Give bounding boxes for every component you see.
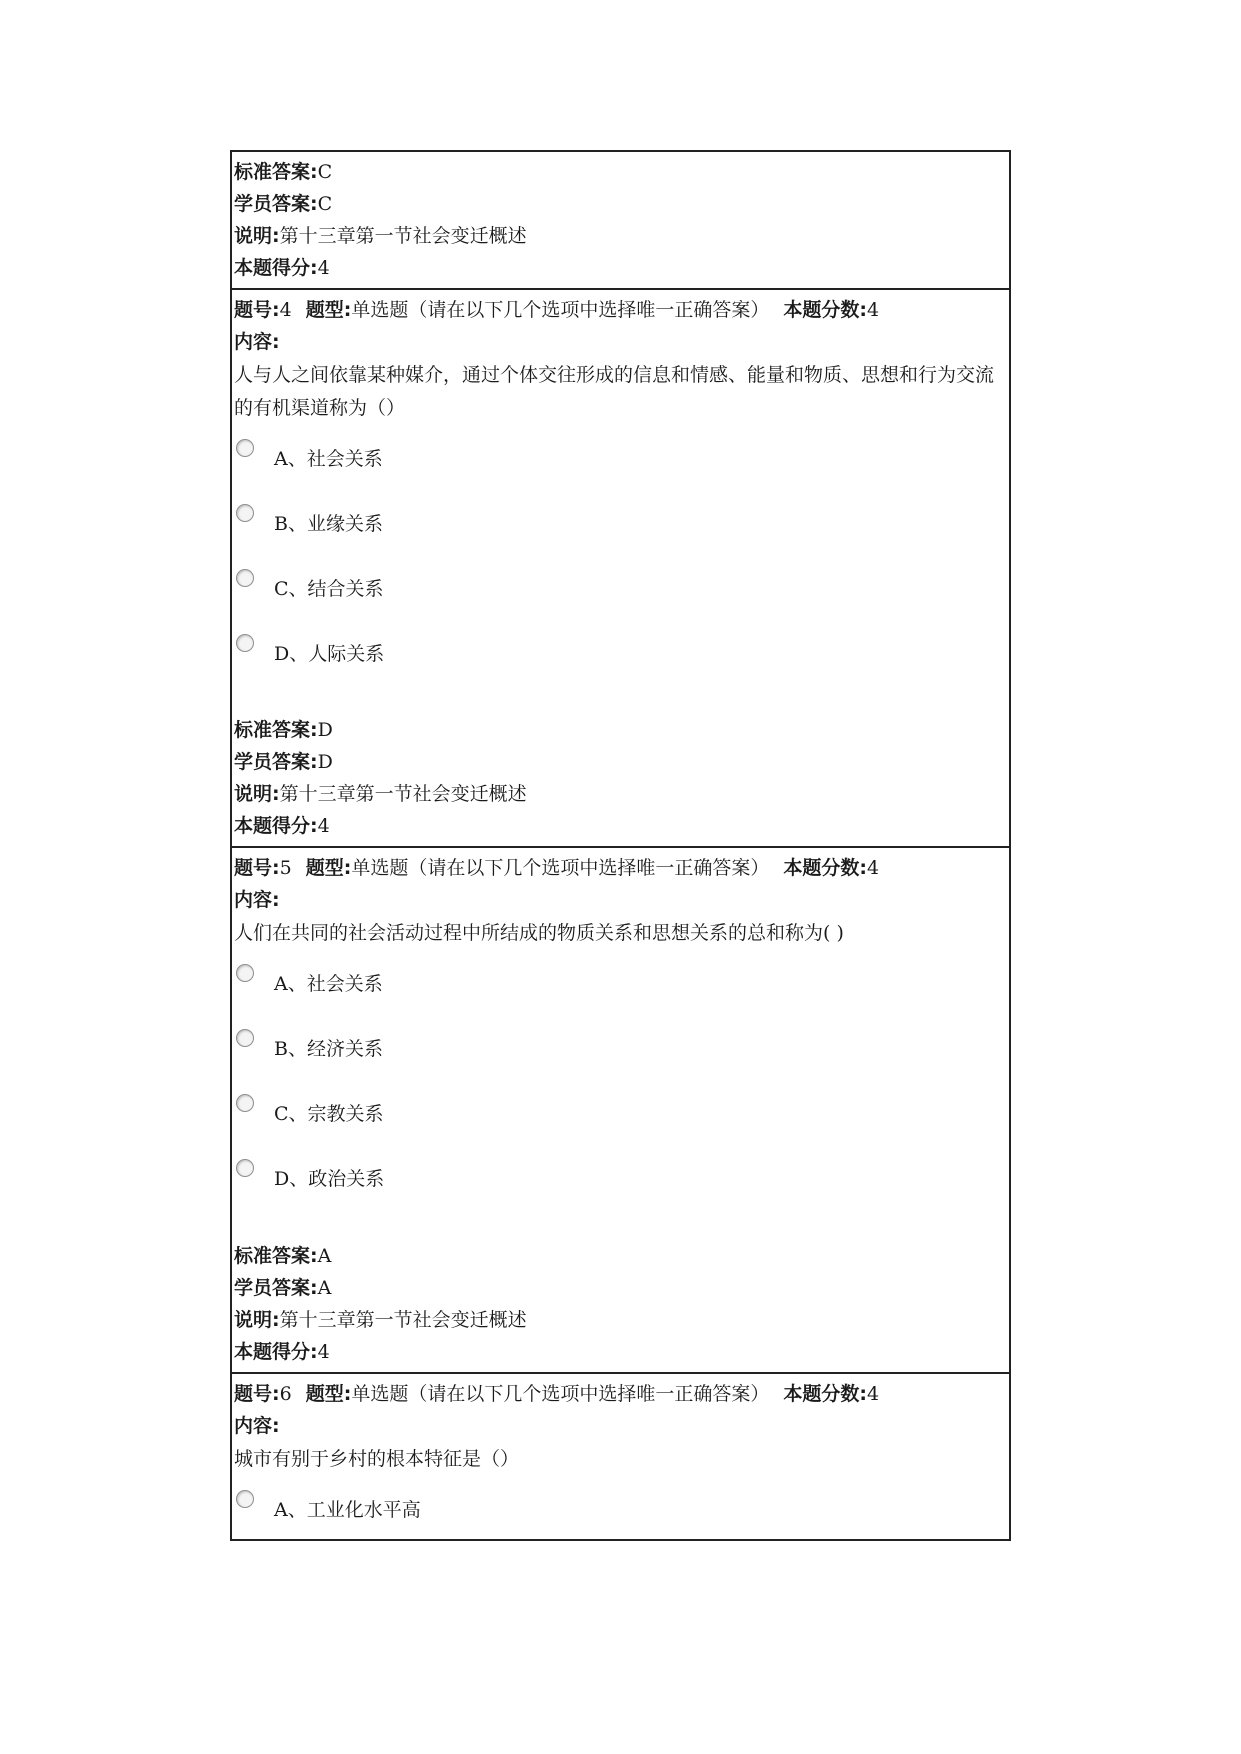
student-answer-value: D xyxy=(317,751,333,773)
score-line xyxy=(234,810,330,842)
question-no-label: 题号: xyxy=(234,299,280,321)
question-type-label: 题型: xyxy=(305,857,352,879)
standard-answer-line xyxy=(234,714,333,746)
explanation-line xyxy=(234,778,527,810)
student-answer-label: 学员答案: xyxy=(234,193,318,215)
option-label: A、工业化水平高 xyxy=(274,1499,421,1521)
question-header xyxy=(234,1378,879,1410)
question-no-value: 6 xyxy=(279,1383,292,1405)
question-points-value: 4 xyxy=(866,1383,880,1405)
radio-icon[interactable] xyxy=(236,964,254,982)
question-header xyxy=(234,294,879,326)
row-divider xyxy=(232,1372,1009,1374)
question-no-value: 4 xyxy=(279,299,292,321)
question-points-label: 本题分数: xyxy=(783,299,867,321)
option-label: B、业缘关系 xyxy=(274,513,383,535)
explanation-label: 说明: xyxy=(234,1309,280,1331)
question-content: 城市有别于乡村的根本特征是（） xyxy=(234,1448,520,1470)
score-value: 4 xyxy=(317,1341,330,1363)
score-label: 本题得分: xyxy=(234,1341,318,1363)
standard-answer-line xyxy=(234,1240,331,1272)
explanation-line xyxy=(234,1304,527,1336)
question-content: 人们在共同的社会活动过程中所结成的物质关系和思想关系的总和称为( ) xyxy=(234,922,844,944)
radio-icon[interactable] xyxy=(236,569,254,587)
score-value: 4 xyxy=(317,815,330,837)
exam-result-sheet xyxy=(230,150,1011,1541)
standard-answer-line xyxy=(234,156,332,188)
score-label: 本题得分: xyxy=(234,257,318,279)
question-no-value: 5 xyxy=(279,857,292,879)
content-label-line xyxy=(234,884,280,916)
option-label: C、结合关系 xyxy=(274,578,384,600)
standard-answer-value: A xyxy=(317,1245,332,1267)
content-label: 内容: xyxy=(234,889,280,911)
score-value: 4 xyxy=(317,257,330,279)
question-points-value: 4 xyxy=(866,857,880,879)
explanation-value: 第十三章第一节社会变迁概述 xyxy=(279,783,527,805)
student-answer-label: 学员答案: xyxy=(234,1277,318,1299)
radio-icon[interactable] xyxy=(236,439,254,457)
option-label: D、人际关系 xyxy=(274,643,385,665)
question-no-label: 题号: xyxy=(234,1383,280,1405)
row-divider xyxy=(232,288,1009,290)
question-type-value: 单选题（请在以下几个选项中选择唯一正确答案） xyxy=(351,857,770,879)
question-header xyxy=(234,852,879,884)
option-label: D、政治关系 xyxy=(274,1168,385,1190)
question-type-label: 题型: xyxy=(305,299,352,321)
explanation-line xyxy=(234,220,527,252)
score-line xyxy=(234,1336,330,1368)
option-label: B、经济关系 xyxy=(274,1038,383,1060)
question-type-label: 题型: xyxy=(305,1383,352,1405)
row-divider xyxy=(232,846,1009,848)
student-answer-line xyxy=(234,1272,331,1304)
question-no-label: 题号: xyxy=(234,857,280,879)
content-label: 内容: xyxy=(234,1415,280,1437)
question-points-label: 本题分数: xyxy=(783,857,867,879)
option-label: C、宗教关系 xyxy=(274,1103,384,1125)
score-label: 本题得分: xyxy=(234,815,318,837)
question-points-label: 本题分数: xyxy=(783,1383,867,1405)
question-type-value: 单选题（请在以下几个选项中选择唯一正确答案） xyxy=(351,299,770,321)
explanation-label: 说明: xyxy=(234,225,280,247)
question-points-value: 4 xyxy=(866,299,880,321)
student-answer-label: 学员答案: xyxy=(234,751,318,773)
option-label: A、社会关系 xyxy=(274,973,383,995)
radio-icon[interactable] xyxy=(236,634,254,652)
radio-icon[interactable] xyxy=(236,1094,254,1112)
student-answer-value: A xyxy=(317,1277,332,1299)
standard-answer-value: D xyxy=(317,719,333,741)
standard-answer-label: 标准答案: xyxy=(234,719,318,741)
standard-answer-label: 标准答案: xyxy=(234,161,318,183)
radio-icon[interactable] xyxy=(236,504,254,522)
explanation-label: 说明: xyxy=(234,783,280,805)
standard-answer-value: C xyxy=(317,161,333,183)
student-answer-line xyxy=(234,188,332,220)
question-content: 人与人之间依靠某种媒介，通过个体交往形成的信息和情感、能量和物质、思想和行为交流的有机渠道称为（） xyxy=(234,364,995,419)
radio-icon[interactable] xyxy=(236,1159,254,1177)
radio-icon[interactable] xyxy=(236,1029,254,1047)
student-answer-line xyxy=(234,746,333,778)
option-label: A、社会关系 xyxy=(274,448,383,470)
explanation-value: 第十三章第一节社会变迁概述 xyxy=(279,225,527,247)
content-label: 内容: xyxy=(234,331,280,353)
standard-answer-label: 标准答案: xyxy=(234,1245,318,1267)
content-label-line xyxy=(234,1410,280,1442)
question-type-value: 单选题（请在以下几个选项中选择唯一正确答案） xyxy=(351,1383,770,1405)
student-answer-value: C xyxy=(317,193,333,215)
explanation-value: 第十三章第一节社会变迁概述 xyxy=(279,1309,527,1331)
content-label-line xyxy=(234,326,280,358)
radio-icon[interactable] xyxy=(236,1490,254,1508)
score-line xyxy=(234,252,330,284)
